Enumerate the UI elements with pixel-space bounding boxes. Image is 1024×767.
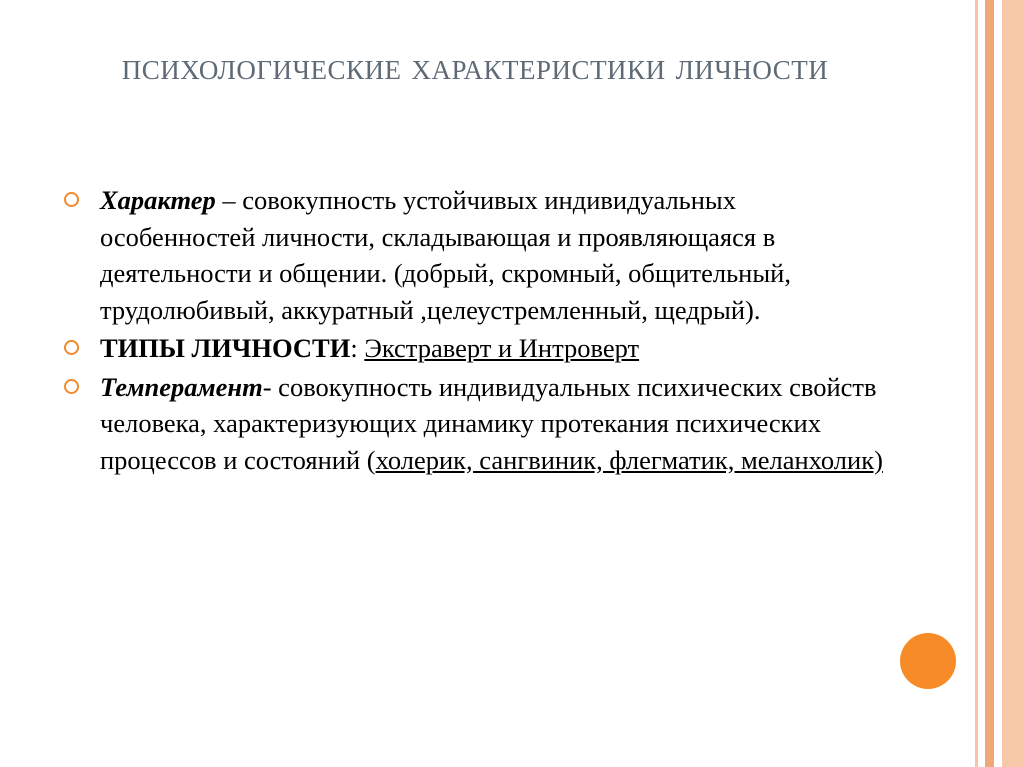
term-harakter: Характер <box>100 185 216 215</box>
bullet-marker-icon <box>64 379 79 394</box>
bullet-marker-icon <box>64 340 79 355</box>
decorative-right-bar-inner <box>985 0 994 767</box>
list-item-temperament <box>56 369 886 479</box>
types-underlined: Экстраверт и Интроверт <box>364 333 640 363</box>
definition-temperament: - совокупность индивидуальных психических свойств человека, характеризующих динамику протекания психических процессов и состояний ( <box>100 371 877 475</box>
list-item-harakter <box>56 182 886 328</box>
definition-harakter: – совокупность устойчивых индивидуальных особенностей личности, складывающая и проявляющаяся в деятельности и общении. (добрый, скромный, общительный, трудолюбивый, аккуратный ,целеустремленный, щедрый). <box>100 185 791 325</box>
term-temperament: Темперамент <box>100 371 263 402</box>
page-title: психологические характеристики личности <box>121 46 829 88</box>
decorative-orange-circle <box>900 633 956 689</box>
term-tipy-lichnosti: ТИПЫ ЛИЧНОСТИ <box>100 333 351 363</box>
list-item-tipy-lichnosti <box>56 330 886 367</box>
temperament-types-underlined: холерик, сангвиник, флегматик, меланхолик) <box>375 444 883 475</box>
bullet-list <box>56 182 886 478</box>
slide-content <box>56 182 886 480</box>
bullet-marker-icon <box>64 192 79 207</box>
decorative-right-bar-thin <box>975 0 978 767</box>
decorative-right-bar-outer <box>1002 0 1024 767</box>
separator-colon: : <box>350 333 365 363</box>
